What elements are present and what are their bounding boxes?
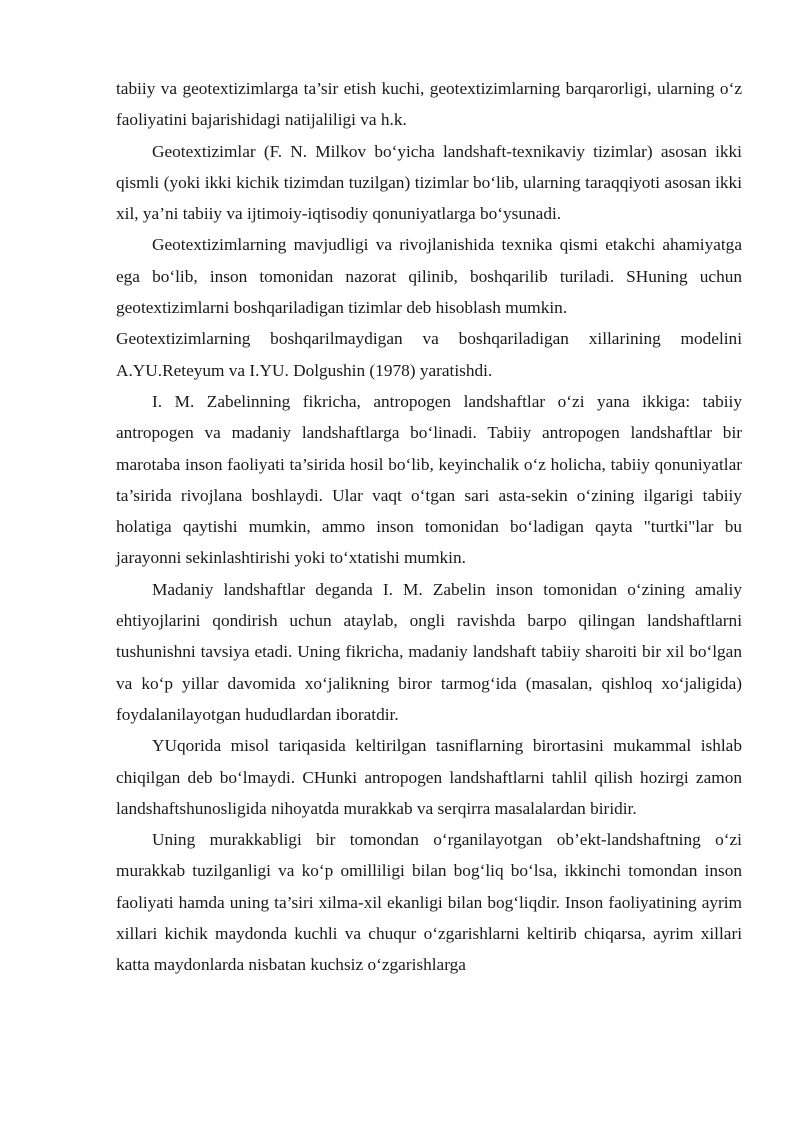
body-text bbox=[116, 73, 742, 981]
paragraph-3: Geotextizimlarning mavjudligi va rivojlanishida texnika qismi etakchi ahamiyatga ega bo‘lib, inson tomonidan nazorat qilinib, boshqarilib turiladi. SHuning uchun geotextizimlarni boshqariladigan tizimlar deb hisoblash mumkin. bbox=[116, 235, 742, 318]
paragraph-6: Madaniy landshaftlar deganda I. M. Zabelin inson tomonidan o‘zining amaliy ehtiyojlarini qondirish uchun ataylab, ongli ravishda barpo qilingan landshaftlarni tushunishni tavsiya etadi. Uning fikricha, madaniy landshaft tabiiy sharoiti bir xil bo‘lgan va ko‘p yillar davomida xo‘jalikning biror tarmog‘ida (masalan, qishloq xo‘jaligida) foydalanilayotgan hududlardan iboratdir. bbox=[116, 579, 742, 724]
paragraph-8: Uning murakkabligi bir tomondan o‘rganilayotgan ob’ekt-landshaftning o‘zi murakkab tuzilganligi va ko‘p omilliligi bilan bog‘liq bo‘lsa, ikkinchi tomondan inson faoliyati hamda uning ta’siri xilma-xil ekanligi bilan bog‘liqdir. Inson faoliyatining ayrim xillari kichik maydonda kuchli va chuqur o‘zgarishlarni keltirib chiqarsa, ayrim xillari katta maydonlarda nisbatan kuchsiz o‘zgarishlarga bbox=[116, 830, 742, 975]
paragraph-2: Geotextizimlar (F. N. Milkov bo‘yicha landshaft-texnikaviy tizimlar) asosan ikki qismli (yoki ikki kichik tizimdan tuzilgan) tizimlar bo‘lib, ularning taraqqiyoti asosan ikki xil, ya’ni tabiiy va ijtimoiy-iqtisodiy qonuniyatlarga bo‘ysunadi. bbox=[116, 141, 742, 224]
paragraph-7: YUqorida misol tariqasida keltirilgan tasniflarning birortasini mukammal ishlab chiqilgan deb bo‘lmaydi. CHunki antropogen landshaftlarni tahlil qilish hozirgi zamon landshaftshunosligida nihoyatda murakkab va serqirra masalalardan biridir. bbox=[116, 736, 742, 818]
paragraph-4: Geotextizimlarning boshqarilmaydigan va boshqariladigan xillarining modelini A.YU.Reteyum va I.YU. Dolgushin (1978) yaratishdi. bbox=[116, 329, 742, 380]
paragraph-1: tabiiy va geotextizimlarga ta’sir etish kuchi, geotextizimlarning barqarorligi, ularning o‘z faoliyatini bajarishidagi natijaliligi va h.k. bbox=[116, 79, 742, 130]
paragraph-5: I. M. Zabelinning fikricha, antropogen landshaftlar o‘zi yana ikkiga: tabiiy antropogen va madaniy landshaftlarga bo‘linadi. Tabiiy antropogen landshaftlar bir marotaba inson faoliyati ta’sirida hosil bo‘lib, keyinchalik o‘z holicha, tabiiy qonuniyatlar ta’sirida rivojlana boshlaydi. Ular vaqt o‘tgan sari asta-sekin o‘zining ilgarigi tabiiy holatiga qaytishi mumkin, ammo inson tomonidan bo‘ladigan qayta "turtki"lar bu jarayonni sekinlashtirishi yoki to‘xtatishi mumkin. bbox=[116, 391, 742, 568]
